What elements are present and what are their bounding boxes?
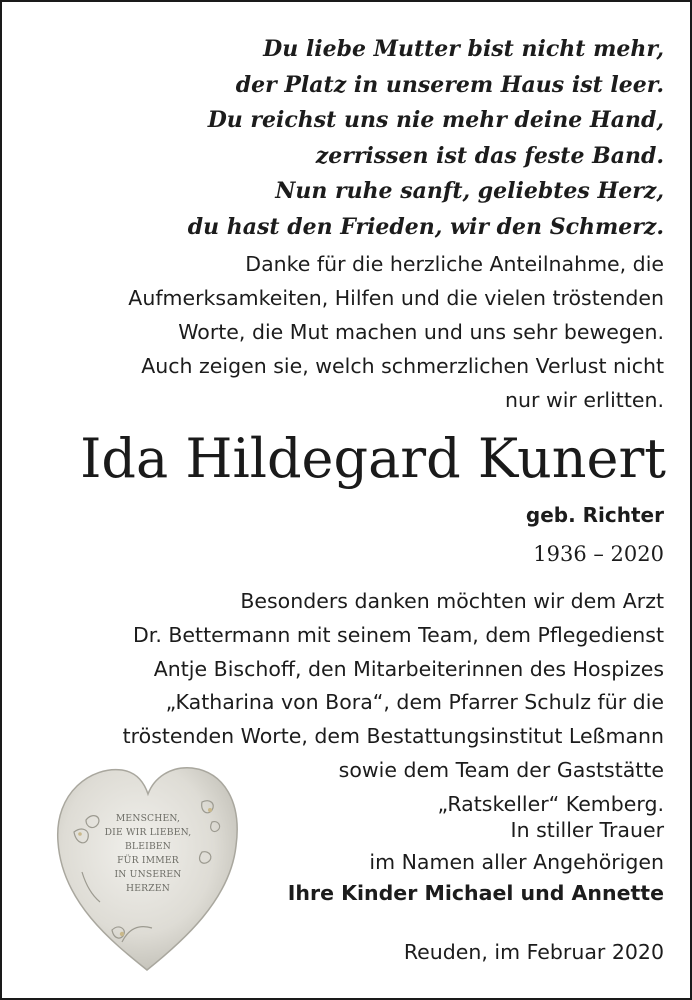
inscription-line: MENSCHEN, bbox=[115, 813, 181, 824]
poem-line: der Platz in unserem Haus ist leer. bbox=[235, 71, 664, 98]
thanks-line: nur wir erlitten. bbox=[505, 388, 664, 412]
maiden-name: geb. Richter bbox=[525, 503, 664, 527]
inscription-line: IN UNSEREN bbox=[114, 869, 182, 880]
poem bbox=[64, 32, 664, 245]
thanks-paragraph bbox=[24, 247, 664, 417]
special-thanks-line: tröstenden Worte, dem Bestattungsinstitut Leßmann bbox=[122, 724, 664, 749]
place-date: Reuden, im Februar 2020 bbox=[403, 940, 664, 964]
thanks-line: Worte, die Mut machen und uns sehr bewegen. bbox=[178, 320, 664, 344]
special-thanks-line: Dr. Bettermann mit seinem Team, dem Pflegedienst bbox=[133, 622, 664, 647]
poem-line: Nun ruhe sanft, geliebtes Herz, bbox=[275, 178, 664, 204]
poem-line: Du liebe Mutter bist nicht mehr, bbox=[263, 36, 664, 62]
inscription-line: FÜR IMMER bbox=[117, 855, 179, 866]
inscription-line: DIE WIR LIEBEN, bbox=[104, 827, 192, 838]
thanks-line: Aufmerksamkeiten, Hilfen und die vielen tröstenden bbox=[128, 286, 664, 310]
special-thanks-line: „Katharina von Bora“, dem Pfarrer Schulz für die bbox=[165, 690, 664, 715]
special-thanks-line: „Ratskeller“ Kemberg. bbox=[437, 791, 664, 816]
inscription-line: HERZEN bbox=[126, 883, 170, 894]
mourning-signature bbox=[244, 815, 664, 910]
heart-inscription bbox=[54, 812, 242, 896]
mourning-line: im Namen aller Angehörigen bbox=[369, 849, 664, 874]
poem-line: zerrissen ist das feste Band. bbox=[315, 142, 664, 169]
special-thanks-line: sowie dem Team der Gaststätte bbox=[338, 757, 664, 782]
life-dates: 1936 – 2020 bbox=[533, 542, 664, 566]
poem-line: du hast den Frieden, wir den Schmerz. bbox=[187, 213, 664, 240]
signatories: Ihre Kinder Michael und Annette bbox=[287, 881, 664, 905]
special-thanks-line: Besonders danken möchten wir dem Arzt bbox=[240, 589, 664, 613]
mourning-line: In stiller Trauer bbox=[510, 818, 664, 842]
thanks-line: Danke für die herzliche Anteilnahme, die bbox=[245, 252, 664, 276]
thanks-line: Auch zeigen sie, welch schmerzlichen Verlust nicht bbox=[141, 354, 664, 378]
inscription-line: BLEIBEN bbox=[124, 841, 172, 852]
deceased-name: Ida Hildegard Kunert bbox=[80, 427, 666, 490]
special-thanks-line: Antje Bischoff, den Mitarbeiterinnen des Hospizes bbox=[153, 656, 664, 681]
poem-line: Du reichst uns nie mehr deine Hand, bbox=[207, 107, 664, 133]
